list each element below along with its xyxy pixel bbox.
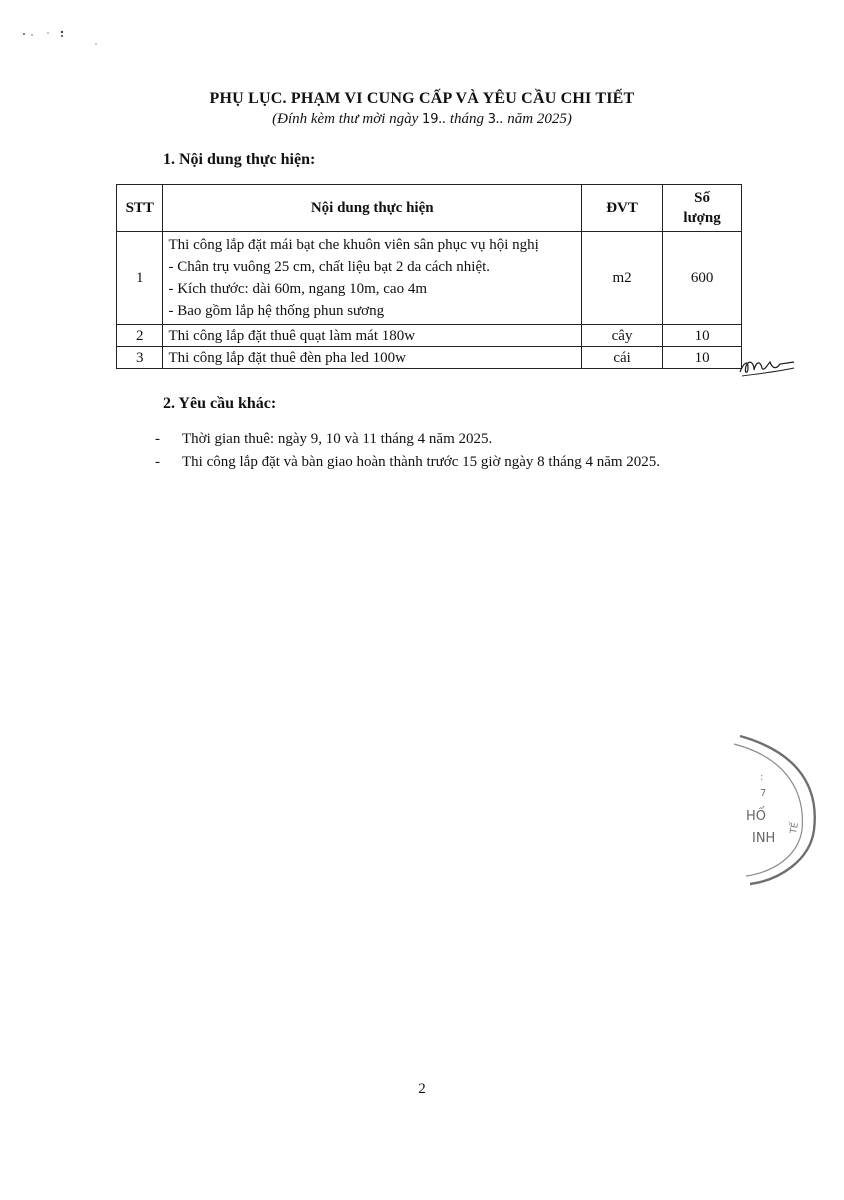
stamp-text-inh: INH [752, 831, 776, 846]
stamp-text-te: TẾ [789, 821, 801, 835]
stamp-text-colon: : [760, 772, 764, 783]
subtitle-middle: .. tháng [438, 111, 488, 127]
header-quantity [663, 185, 742, 232]
row-unit: m2 [581, 232, 662, 325]
stamp-text-ho: HỐ [746, 809, 767, 824]
section-1-heading: 1. Nội dung thực hiện: [163, 151, 316, 168]
row-content: Thi công lắp đặt thuê quạt làm mát 180w [163, 325, 581, 347]
row-stt: 2 [117, 325, 163, 347]
work-items-table [116, 184, 742, 369]
section-2-heading: 2. Yêu cầu khác: [163, 395, 277, 412]
handwritten-day: 19 [422, 112, 439, 127]
row-unit: cây [581, 325, 662, 347]
subtitle-suffix: .. năm 2025) [496, 111, 572, 127]
header-content: Nội dung thực hiện [163, 185, 581, 232]
other-requirements-list [155, 428, 660, 474]
row-content [163, 232, 581, 325]
table-header-row [117, 185, 742, 232]
handwritten-month: 3 [487, 112, 497, 127]
table-row [117, 232, 742, 325]
official-seal-stamp [730, 730, 844, 890]
list-item [155, 428, 660, 451]
header-stt: STT [117, 185, 163, 232]
row-quantity: 10 [663, 325, 742, 347]
content-line: - Bao gồm lắp hệ thống phun sương [168, 303, 385, 319]
content-line: - Chân trụ vuông 25 cm, chất liệu bạt 2 da cách nhiệt. [168, 259, 491, 275]
bullet-dash: - [155, 454, 160, 470]
content-line: - Kích thước: dài 60m, ngang 10m, cao 4m [168, 281, 427, 297]
header-unit: ĐVT [581, 185, 662, 232]
subtitle-prefix: (Đính kèm thư mời ngày [272, 111, 423, 127]
stamp-text-seven: 7 [760, 788, 767, 799]
appendix-subtitle [0, 111, 844, 128]
row-quantity: 600 [663, 232, 742, 325]
row-quantity: 10 [663, 347, 742, 369]
content-line: Thi công lắp đặt mái bạt che khuôn viên sân phục vụ hội nghị [168, 237, 539, 253]
row-stt: 3 [117, 347, 163, 369]
appendix-title: PHỤ LỤC. PHẠM VI CUNG CẤP VÀ YÊU CẦU CHI TIẾT [209, 90, 635, 107]
header-quantity-line2: lượng [683, 210, 721, 226]
header-quantity-line1: Số [694, 190, 710, 206]
table-row [117, 347, 742, 369]
row-unit: cái [581, 347, 662, 369]
table-row [117, 325, 742, 347]
scan-specks [18, 20, 108, 50]
requirement-text: Thi công lắp đặt và bàn giao hoàn thành trước 15 giờ ngày 8 tháng 4 năm 2025. [182, 454, 661, 470]
row-content: Thi công lắp đặt thuê đèn pha led 100w [163, 347, 581, 369]
page-number: 2 [418, 1081, 426, 1097]
row-stt: 1 [117, 232, 163, 325]
handwritten-signature [736, 350, 796, 384]
list-item [155, 451, 660, 474]
requirement-text: Thời gian thuê: ngày 9, 10 và 11 tháng 4 năm 2025. [182, 431, 493, 447]
bullet-dash: - [155, 431, 160, 447]
